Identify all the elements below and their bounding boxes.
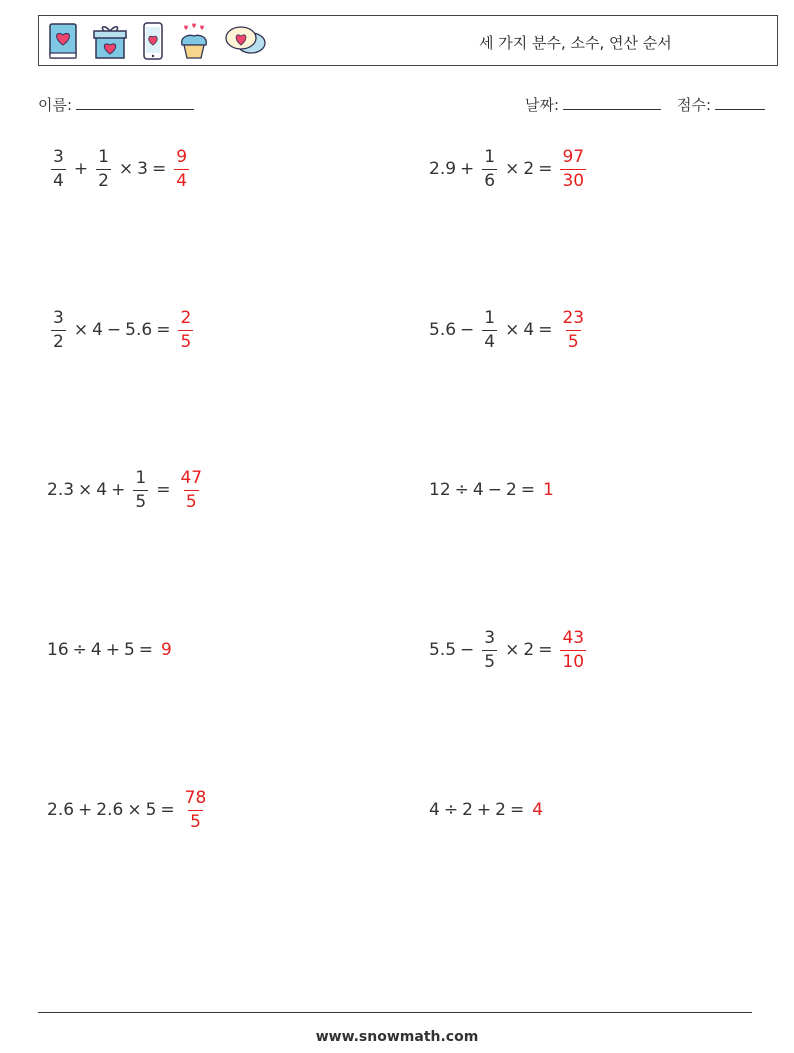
numerator: 9 xyxy=(176,146,188,167)
answer: 1 xyxy=(543,480,554,500)
fraction xyxy=(51,146,66,191)
fraction xyxy=(482,146,497,191)
number: 2 xyxy=(462,800,473,820)
operator: ÷ xyxy=(454,480,469,500)
numerator: 43 xyxy=(562,627,585,648)
answer xyxy=(560,146,586,191)
operator: − xyxy=(487,480,502,500)
number: 2.9 xyxy=(429,159,457,179)
date-blank[interactable] xyxy=(563,95,661,110)
denominator: 4 xyxy=(484,331,496,352)
number: 5.6 xyxy=(429,320,457,340)
denominator: 5 xyxy=(484,651,496,672)
problem-8 xyxy=(429,625,590,675)
page-title: 세 가지 분수, 소수, 연산 순서 xyxy=(479,34,672,52)
problem-6 xyxy=(429,465,554,515)
numerator: 23 xyxy=(562,307,585,328)
footer-divider xyxy=(38,1012,752,1013)
header-icons xyxy=(47,21,267,61)
operator: = xyxy=(160,800,175,820)
number: 2 xyxy=(505,480,517,500)
numerator: 1 xyxy=(484,307,496,328)
number: 4 xyxy=(429,800,440,820)
numerator: 97 xyxy=(562,146,585,167)
chat-heart-icon xyxy=(223,21,267,61)
operator: + xyxy=(460,159,475,179)
answer: 4 xyxy=(532,800,544,820)
operator: × xyxy=(78,480,93,500)
number: 3 xyxy=(137,159,148,179)
fraction xyxy=(51,307,66,352)
number: 2 xyxy=(495,800,506,820)
denominator: 2 xyxy=(53,331,64,352)
operator: + xyxy=(73,159,89,179)
operator: = xyxy=(156,480,171,500)
numerator: 3 xyxy=(53,307,64,328)
problem-4 xyxy=(429,305,590,355)
score-field xyxy=(677,94,765,115)
number: 4 xyxy=(472,480,484,500)
denominator: 5 xyxy=(567,331,579,352)
operator: + xyxy=(476,800,492,820)
operator: − xyxy=(460,320,475,340)
fraction xyxy=(133,467,148,512)
date-label: 날짜: xyxy=(525,96,560,114)
denominator: 4 xyxy=(53,170,64,191)
number: 4 xyxy=(92,320,103,340)
operator: × xyxy=(118,159,134,179)
denominator: 5 xyxy=(180,331,192,352)
problem-5 xyxy=(47,465,208,515)
denominator: 10 xyxy=(562,651,585,672)
numerator: 1 xyxy=(98,146,109,167)
problem-9 xyxy=(47,785,212,835)
denominator: 5 xyxy=(185,491,197,512)
name-label: 이름: xyxy=(38,96,73,114)
number: 16 xyxy=(47,640,69,660)
name-field xyxy=(38,94,194,115)
operator: × xyxy=(505,159,520,179)
denominator: 4 xyxy=(176,170,188,191)
phone-heart-icon xyxy=(141,21,165,61)
denominator: 6 xyxy=(484,170,496,191)
number: 2 xyxy=(523,640,535,660)
fraction xyxy=(482,307,497,352)
number: 4 xyxy=(90,640,102,660)
score-label: 점수: xyxy=(677,96,712,114)
denominator: 2 xyxy=(98,170,109,191)
numerator: 3 xyxy=(484,627,496,648)
operator: ÷ xyxy=(72,640,87,660)
operator: + xyxy=(78,800,93,820)
operator: + xyxy=(111,480,126,500)
numerator: 1 xyxy=(135,467,147,488)
answer xyxy=(174,146,189,191)
number: 5.6 xyxy=(125,320,153,340)
operator: × xyxy=(127,800,142,820)
operator: × xyxy=(505,320,520,340)
problem-1 xyxy=(47,144,193,194)
denominator: 30 xyxy=(562,170,585,191)
fraction xyxy=(482,627,497,672)
number: 2.3 xyxy=(47,480,75,500)
operator: − xyxy=(460,640,475,660)
answer xyxy=(183,787,209,832)
number: 5 xyxy=(123,640,135,660)
problem-10 xyxy=(429,785,543,835)
operator: = xyxy=(538,640,553,660)
operator: = xyxy=(509,800,525,820)
denominator: 5 xyxy=(190,811,201,832)
name-blank[interactable] xyxy=(76,95,194,110)
numerator: 2 xyxy=(180,307,192,328)
operator: + xyxy=(105,640,120,660)
cupcake-heart-icon xyxy=(178,21,210,61)
number: 4 xyxy=(96,480,108,500)
footer-website: www.snowmath.com xyxy=(315,1029,479,1045)
number: 2.6 xyxy=(47,800,75,820)
number: 2.6 xyxy=(96,800,124,820)
operator: = xyxy=(156,320,171,340)
numerator: 3 xyxy=(53,146,64,167)
numerator: 78 xyxy=(184,787,207,808)
number: 5 xyxy=(145,800,157,820)
numerator: 1 xyxy=(484,146,496,167)
number: 5.5 xyxy=(429,640,457,660)
book-heart-icon xyxy=(47,21,79,61)
answer xyxy=(560,307,586,352)
answer xyxy=(178,467,204,512)
operator: = xyxy=(138,640,154,660)
operator: = xyxy=(538,159,553,179)
header-box xyxy=(38,15,778,66)
answer xyxy=(560,627,586,672)
date-field xyxy=(525,94,661,115)
answer: 9 xyxy=(161,640,172,660)
fraction xyxy=(96,146,111,191)
score-blank[interactable] xyxy=(715,95,765,110)
number: 2 xyxy=(523,159,535,179)
problem-7 xyxy=(47,625,172,675)
number: 4 xyxy=(523,320,535,340)
denominator: 5 xyxy=(135,491,147,512)
operator: × xyxy=(505,640,520,660)
answer xyxy=(178,307,193,352)
operator: = xyxy=(538,320,553,340)
numerator: 47 xyxy=(180,467,203,488)
problem-3 xyxy=(47,305,197,355)
operator: × xyxy=(73,320,89,340)
operator: ÷ xyxy=(443,800,459,820)
problem-2 xyxy=(429,144,590,194)
number: 12 xyxy=(429,480,451,500)
gift-heart-icon xyxy=(92,21,128,61)
operator: = xyxy=(151,159,167,179)
operator: − xyxy=(106,320,122,340)
operator: = xyxy=(520,480,536,500)
